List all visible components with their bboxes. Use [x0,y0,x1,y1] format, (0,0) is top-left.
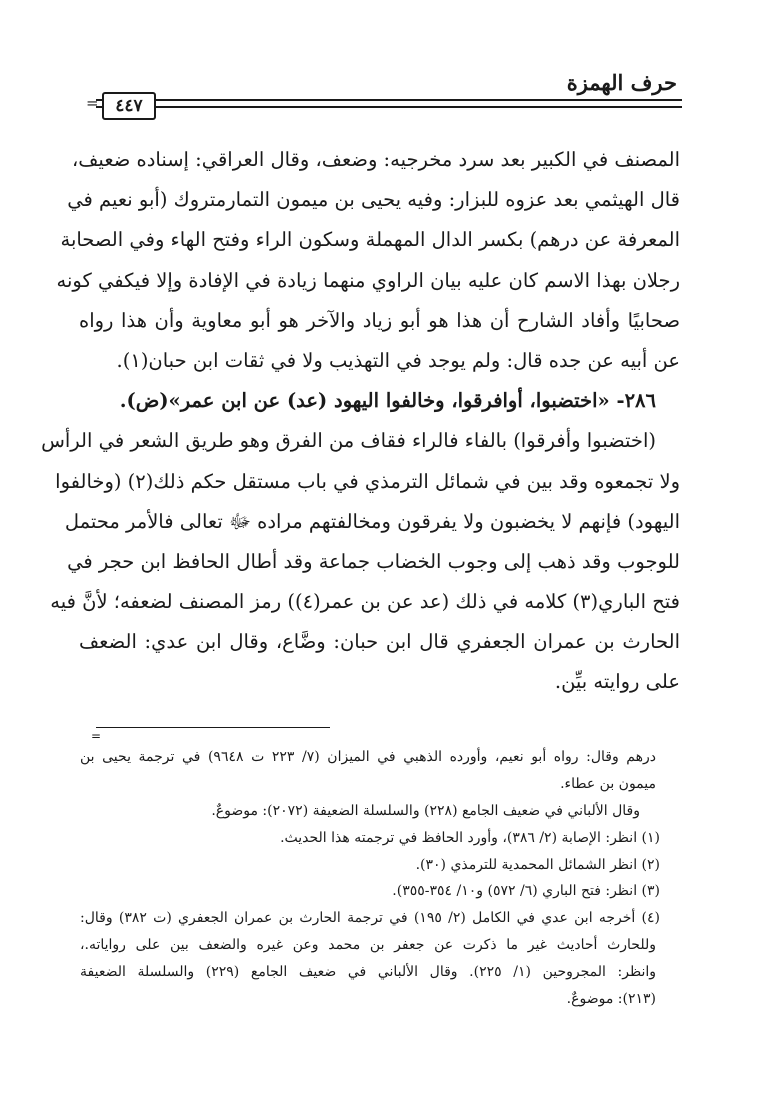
text-line: على روايته بيِّن. [554,670,680,694]
text-line: اليهود) فإنهم لا يخضبون ولا يفرقون ومخالفتهم مراده ﷻ تعالى فالأمر محتمل [64,509,680,533]
text-line: الحارث بن عمران الجعفري قال ابن حبان: وضَّاع، وقال ابن عدي: الضعف [79,630,680,654]
text-line: المصنف في الكبير بعد سرد مخرجيه: وضعف، وقال العراقي: إسناده ضعيف، [71,148,680,171]
footnote-4: (٤) أخرجه ابن عدي في الكامل (٢/ ١٩٥) في ترجمة الحارث بن عمران الجعفري (ت ٣٨٢) وقال: [80,910,660,927]
footnote-separator [96,727,330,728]
text-line: المعرفة عن درهم) بكسر الدال المهملة وسكون الراء وفتح الهاء وفي الصحابة [60,228,680,252]
header-rule-ornament: = [86,94,99,112]
main-text [41,140,680,703]
text-line: صحابيًا وأفاد الشارح أن هذا هو أبو زياد والآخر هو أبو معاوية وأن هذا رواه [79,308,680,332]
text-line: للوجوب وقد ذهب إلى وجوب الخضاب جماعة وقد أطال الحافظ ابن حجر في [67,549,680,573]
footnotes [80,744,680,1013]
footnote-line: (٢١٣): موضوعٌ. [566,991,656,1008]
text-line: (اختضبوا وأفرقوا) بالفاء فالراء فقاف من الفرق وهو طريق الشعر في الرأس [41,429,656,453]
footnote-1: (١) انظر: الإصابة (٢/ ٣٨٦)، وأورد الحافظ في ترجمته هذا الحديث. [280,829,660,846]
text-line: عن أبيه عن جده قال: ولم يوجد في التهذيب ولا في ثقات ابن حبان(١). [116,348,680,372]
footnote-line: ميمون بن عطاء. [560,775,656,792]
header-rule-upper [96,99,682,101]
footnote-continuation-mark: = [91,729,102,743]
footnote-3: (٣) انظر: فتح الباري (٦/ ٥٧٢) و١٠/ ٣٥٤-٣٥٥). [392,883,660,900]
text-line: فتح الباري(٣) كلامه في ذلك (عد عن بن عمر(٤)) رمز المصنف لضعفه؛ لأنَّ فيه [50,590,680,614]
page-number: ٤٤٧ [102,92,156,120]
footnote-2: (٢) انظر الشمائل المحمدية للترمذي (٣٠). [415,856,660,873]
text-line: قال الهيثمي بعد عزوه للبزار: وفيه يحيى بن ميمون التمارمتروك (أبو نعيم في [67,188,680,212]
footnote-line: وقال الألباني في ضعيف الجامع (٢٢٨) والسلسلة الضعيفة (٢٠٧٢): موضوعٌ. [211,802,640,819]
text-line: ولا تجمعوه وقد بين في شمائل الترمذي في باب مستقل حكم ذلك(٢) (وخالفوا [55,469,680,493]
running-title: حرف الهمزة [566,70,677,95]
footnote-line: وانظر: المجروحين (١/ ٢٢٥). وقال الألباني في ضعيف الجامع (٢٢٩) والسلسلة الضعيفة [80,964,656,981]
header-rule-lower [96,106,682,108]
text-line: رجلان بهذا الاسم كان عليه بيان الراوي منهما زيادة في الإفادة وإلا فيكفي كونه [56,268,680,292]
footnote-line: وللحارث أحاديث غير ما ذكرت عن جعفر بن محمد وعن غيره والضعف بين على رواياته.، [80,937,656,954]
hadith-heading: ٢٨٦- «اختضبوا، أوافرقوا، وخالفوا اليهود (عد) عن ابن عمر»(ض). [119,389,656,413]
footnote-line: درهم وقال: رواه أبو نعيم، وأورده الذهبي في الميزان (٧/ ٢٢٣ ت ٩٦٤٨) في ترجمة يحيى بن [80,749,657,765]
